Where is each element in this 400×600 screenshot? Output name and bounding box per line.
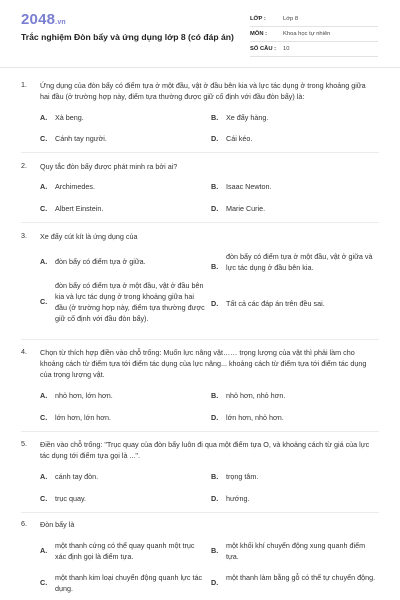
option-text: nhỏ hơn, nhỏ hơn. [226,391,286,400]
question-text: Đòn bẩy là [40,520,75,529]
option-text: Xà beng. [55,113,84,122]
info-key: LỚP : [250,16,266,22]
site-logo[interactable] [21,11,66,28]
option-label: C. [40,134,48,143]
option-label: C. [40,413,48,422]
option-label: A. [40,257,48,266]
option-text: Marie Curie. [226,204,266,213]
question-text: Xe đẩy cút kít là ứng dụng của [40,232,138,241]
option-label: C. [40,494,48,503]
option-text: một thanh làm bằng gỗ có thể tự chuyển động. [226,573,376,582]
info-key: SỐ CÂU : [250,46,277,52]
option-label: D. [211,494,219,503]
logo-main: 2048 [21,11,56,28]
option-label: D. [211,204,219,213]
option-label: B. [211,391,219,400]
question-text: Điền vào chỗ trống: "Trục quay của đòn bẩy luôn đi qua một điểm tựa O, và khoảng cách từ giá của lực tác dụng tới điểm tựa gọi là ...". [40,440,370,460]
option-label: B. [211,472,219,481]
question-text: Ứng dụng của đòn bẩy có điểm tựa ở một đầu, vật ở đầu bên kia và lực tác dụng ở trong khoảng giữa hai đầu (ở trường hợp này, điểm tựa thường được giữ cố định với đầu đòn bẩy) là: [40,81,366,101]
option-label: C. [40,578,48,587]
option-text: Albert Einstein. [55,204,104,213]
question-number: 4. [21,347,27,356]
question-divider [21,339,379,340]
option-label: A. [40,546,48,555]
option-text: hướng. [226,494,250,503]
question-divider [21,512,379,513]
option-text: đòn bẩy có điểm tựa ở một đầu, vật ở giữa và lực tác dụng ở đầu bên kia. [226,252,373,272]
question-divider [21,222,379,223]
option-text: trục quay. [55,494,87,503]
option-label: D. [211,134,219,143]
option-label: C. [40,204,48,213]
question-number: 1. [21,80,27,89]
option-text: Archimedes. [55,182,95,191]
option-label: C. [40,297,48,306]
info-key: MÔN : [250,31,268,37]
info-row-subject [250,27,378,42]
option-label: A. [40,182,48,191]
option-label: A. [40,472,48,481]
option-label: B. [211,546,219,555]
option-label: D. [211,578,219,587]
option-text: đòn bẩy có điểm tựa ở giữa. [55,257,146,266]
question-divider [21,431,379,432]
option-label: B. [211,182,219,191]
option-label: D. [211,413,219,422]
question-number: 3. [21,231,27,240]
option-text: một thanh cứng có thể quay quanh một trục xác định gọi là điểm tựa. [55,541,195,561]
question-number: 2. [21,161,27,170]
question-divider [21,152,379,153]
option-text: Xe đẩy hàng. [226,113,269,122]
logo-tld: .vn [55,19,66,26]
info-row-count [250,42,378,57]
option-text: một thanh kim loại chuyển động quanh lực tác dụng. [55,573,203,593]
option-label: A. [40,113,48,122]
option-text: đòn bẩy có điểm tựa ở một đầu, vật ở đầu bên kia và lực tác dụng ở trong khoảng giữa hai đầu (ở trường hợp này, điểm tựa thường được giữ cố định với đầu đòn bẩy). [55,281,205,323]
option-text: một khối khí chuyển động xung quanh điểm tựa. [226,541,366,561]
option-text: Cái kéo. [226,134,253,143]
question-number: 5. [21,439,27,448]
page-title: Trắc nghiệm Đòn bẩy và ứng dụng lớp 8 (có đáp án) [21,32,234,42]
option-label: B. [211,113,219,122]
option-text: Cánh tay người. [55,134,107,143]
info-panel [250,12,378,57]
option-text: Tất cả các đáp án trên đều sai. [226,299,325,308]
option-text: lớn hơn, lớn hơn. [55,413,112,422]
option-label: D. [211,299,219,308]
info-value: 10 [283,46,290,52]
option-text: Isaac Newton. [226,182,272,191]
question-text: Chọn từ thích hợp điền vào chỗ trống: Muốn lực nâng vật…… trọng lượng của vật thì phải làm cho khoảng cách từ điểm tựa tới điểm tác dụng của lực nâng... khoảng cách từ điểm tựa tới điểm tác dụng của trọng lượng vật. [40,348,367,379]
info-value: Lớp 8 [283,16,299,22]
info-value: Khoa học tự nhiên [283,31,331,37]
info-row-class [250,12,378,27]
option-label: B. [211,262,219,271]
question-text: Quy tắc đòn bẩy được phát minh ra bởi ai? [40,162,178,171]
option-text: trọng tâm. [226,472,259,481]
option-label: A. [40,391,48,400]
option-text: lớn hơn, nhỏ hơn. [226,413,284,422]
option-text: nhỏ hơn, lớn hơn. [55,391,113,400]
header-divider [0,67,400,68]
option-text: cánh tay đòn. [55,472,99,481]
question-number: 6. [21,519,27,528]
